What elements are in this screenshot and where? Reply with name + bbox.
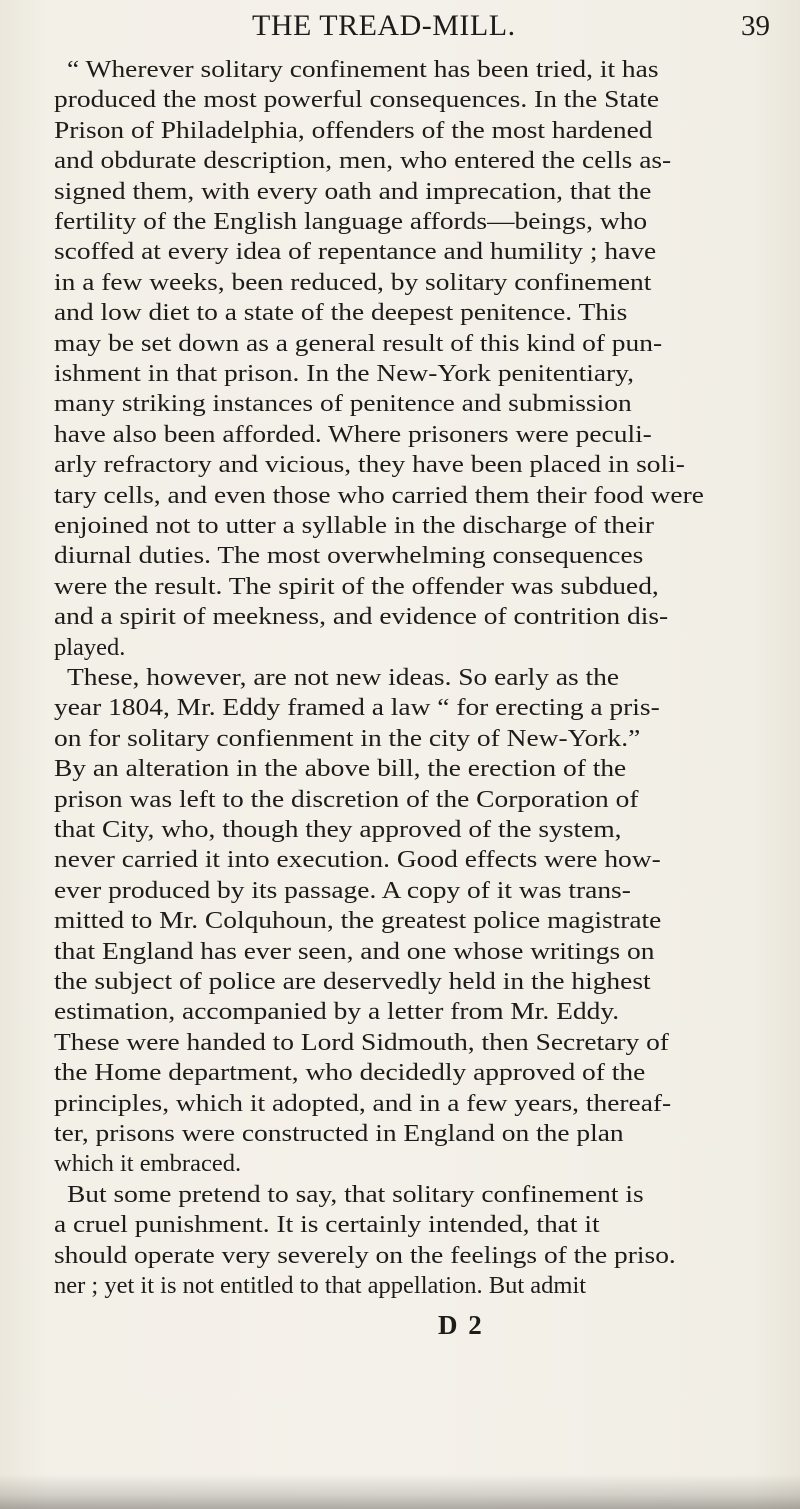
text-line: many striking instances of penitence and submission [54, 390, 632, 418]
text-line: ner ; yet it is not entitled to that appellation. But admit [54, 1272, 587, 1299]
text-line: These, however, are not new ideas. So early as the [67, 664, 620, 691]
text-line: should operate very severely on the feelings of the priso. [54, 1241, 676, 1269]
text-line: on for solitary confienment in the city of New-York.” [54, 724, 641, 752]
text-line: that England has ever seen, and one whose writings on [54, 937, 655, 965]
text-line: ishment in that prison. In the New-York penitentiary, [54, 360, 634, 387]
text-line: may be set down as a general result of this kind of pun- [54, 329, 663, 357]
text-line: and low diet to a state of the deepest penitence. This [54, 299, 628, 327]
text-line: tary cells, and even those who carried them their food were [54, 481, 704, 509]
text-line: which it embraced. [54, 1150, 242, 1178]
text-line: year 1804, Mr. Eddy framed a law “ for erecting a pris- [54, 694, 660, 722]
text-line: “ Wherever solitary confinement has been tried, it has [67, 56, 659, 83]
text-line: These were handed to Lord Sidmouth, then Secretary of [54, 1028, 669, 1056]
page-number: 39 [741, 10, 770, 42]
text-line: Prison of Philadelphia, offenders of the most hardened [54, 116, 653, 144]
text-line: fertility of the English language affords—beings, who [54, 208, 648, 235]
text-line: never carried it into execution. Good effects were how- [54, 846, 661, 874]
text-line: prison was left to the discretion of the Corporation of [54, 785, 639, 813]
text-line: arly refractory and vicious, they have been placed in soli- [54, 451, 685, 479]
text-line: ever produced by its passage. A copy of it was trans- [54, 876, 631, 904]
text-line: scoffed at every idea of repentance and humility ; have [54, 238, 657, 266]
text-line: have also been afforded. Where prisoners were peculi- [54, 420, 652, 448]
text-line: produced the most powerful consequences. In the State [54, 86, 660, 114]
text-line: played. [54, 633, 126, 661]
signature-mark: D 2 [438, 1310, 484, 1340]
text-line: But some pretend to say, that solitary confinement is [67, 1180, 644, 1208]
text-line: that City, who, though they approved of the system, [54, 816, 622, 843]
running-head [0, 6, 800, 46]
text-line: a cruel punishment. It is certainly intended, that it [54, 1211, 600, 1239]
text-line: and obdurate description, men, who entered the cells as- [54, 147, 672, 175]
text-line: were the result. The spirit of the offender was subdued, [54, 572, 659, 600]
text-line: estimation, accompanied by a letter from Mr. Eddy. [54, 998, 620, 1026]
text-line: diurnal duties. The most overwhelming consequences [54, 542, 644, 570]
text-line: signed them, with every oath and imprecation, that the [54, 177, 652, 205]
text-line: in a few weeks, been reduced, by solitary confinement [54, 268, 652, 296]
text-line: enjoined not to utter a syllable in the discharge of their [54, 512, 654, 539]
page-bottom-shadow [0, 1474, 800, 1509]
running-head-title: THE TREAD-MILL. [252, 9, 516, 42]
text-line: the Home department, who decidedly approved of the [54, 1059, 646, 1087]
text-line: and a spirit of meekness, and evidence of contrition dis- [54, 603, 669, 631]
text-line: the subject of police are deservedly held in the highest [54, 968, 651, 995]
text-line: ter, prisons were constructed in England on the plan [54, 1120, 624, 1147]
text-line: mitted to Mr. Colquhoun, the greatest police magistrate [54, 907, 662, 935]
text-line: By an alteration in the above bill, the erection of the [54, 755, 627, 783]
text-line: principles, which it adopted, and in a few years, thereaf- [54, 1089, 672, 1117]
